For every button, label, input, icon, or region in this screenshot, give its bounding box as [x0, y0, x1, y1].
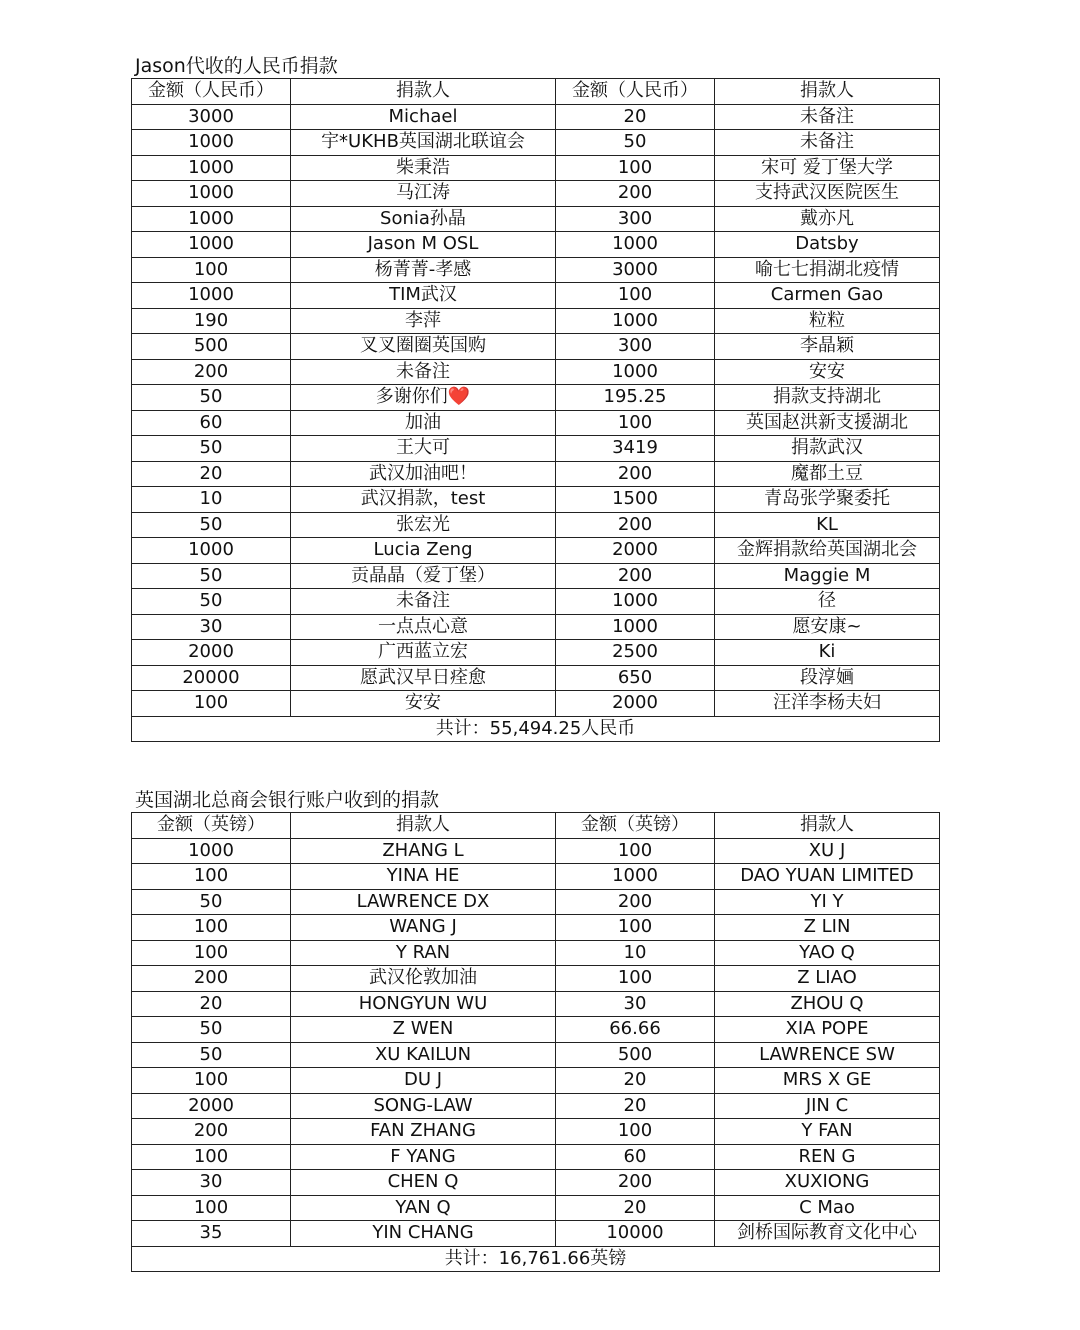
amount-cell: 30	[132, 614, 291, 640]
rmb-table-body	[132, 104, 940, 716]
table-row	[132, 181, 940, 207]
donor-cell: 青岛张学聚委托	[715, 487, 940, 513]
amount-cell: 200	[556, 181, 715, 207]
donor-cell: 贡晶晶（爱丁堡）	[291, 563, 556, 589]
table-header-row	[132, 79, 940, 105]
rmb-total: 共计：55,494.25人民币	[132, 716, 940, 742]
amount-cell: 100	[132, 864, 291, 890]
donor-cell: YINA HE	[291, 864, 556, 890]
table-row	[132, 1017, 940, 1043]
donor-cell: 捐款武汉	[715, 436, 940, 462]
donor-cell: 一点点心意	[291, 614, 556, 640]
table-row	[132, 915, 940, 941]
donor-cell: Y RAN	[291, 940, 556, 966]
amount-cell: 1000	[132, 206, 291, 232]
donor-cell: MRS X GE	[715, 1068, 940, 1094]
amount-cell: 300	[556, 334, 715, 360]
amount-cell: 1000	[556, 308, 715, 334]
amount-cell: 200	[556, 1170, 715, 1196]
table-row	[132, 614, 940, 640]
table-total-row	[132, 1246, 940, 1272]
donor-cell: 宇*UKHB英国湖北联谊会	[291, 130, 556, 156]
amount-cell: 100	[556, 915, 715, 941]
amount-cell: 1000	[132, 130, 291, 156]
amount-cell: 60	[556, 1144, 715, 1170]
table-row	[132, 1068, 940, 1094]
gbp-donations-table	[131, 812, 940, 1272]
amount-cell: 100	[132, 1195, 291, 1221]
amount-cell: 3000	[556, 257, 715, 283]
amount-cell: 200	[132, 359, 291, 385]
amount-cell: 1000	[132, 232, 291, 258]
amount-cell: 20	[556, 104, 715, 130]
donor-cell: 安安	[715, 359, 940, 385]
amount-cell: 10	[132, 487, 291, 513]
amount-cell: 2000	[132, 640, 291, 666]
donor-cell: Maggie M	[715, 563, 940, 589]
donor-cell: 马江涛	[291, 181, 556, 207]
donor-cell: 叉叉圈圈英国购	[291, 334, 556, 360]
amount-cell: 30	[132, 1170, 291, 1196]
donor-cell: HONGYUN WU	[291, 991, 556, 1017]
donor-cell: SONG-LAW	[291, 1093, 556, 1119]
donor-cell: 金辉捐款给英国湖北会	[715, 538, 940, 564]
amount-cell: 200	[556, 563, 715, 589]
donor-cell: Jason M OSL	[291, 232, 556, 258]
amount-cell: 50	[132, 589, 291, 615]
table-row	[132, 991, 940, 1017]
amount-cell: 100	[556, 410, 715, 436]
table-row	[132, 889, 940, 915]
amount-cell: 1000	[556, 614, 715, 640]
amount-cell: 190	[132, 308, 291, 334]
table-row	[132, 130, 940, 156]
amount-cell: 2000	[556, 538, 715, 564]
amount-cell: 100	[132, 1144, 291, 1170]
amount-cell: 100	[556, 838, 715, 864]
amount-cell: 20	[556, 1068, 715, 1094]
donor-cell: 支持武汉医院医生	[715, 181, 940, 207]
table-row	[132, 691, 940, 717]
donor-cell: 未备注	[291, 359, 556, 385]
amount-cell: 50	[132, 512, 291, 538]
donor-cell: XIA POPE	[715, 1017, 940, 1043]
donor-cell: 剑桥国际教育文化中心	[715, 1221, 940, 1247]
donor-cell: 加油	[291, 410, 556, 436]
table-row	[132, 206, 940, 232]
table-row	[132, 283, 940, 309]
table-row	[132, 410, 940, 436]
donor-cell: Carmen Gao	[715, 283, 940, 309]
amount-cell: 300	[556, 206, 715, 232]
table-row	[132, 436, 940, 462]
donor-cell: 英国赵洪新支援湖北	[715, 410, 940, 436]
column-header-amount: 金额（人民币）	[556, 79, 715, 105]
amount-cell: 200	[132, 1119, 291, 1145]
amount-cell: 100	[132, 257, 291, 283]
amount-cell: 200	[132, 966, 291, 992]
table-row	[132, 589, 940, 615]
donor-cell: 安安	[291, 691, 556, 717]
rmb-donations-table	[131, 78, 940, 742]
table-row	[132, 1144, 940, 1170]
amount-cell: 1000	[132, 181, 291, 207]
amount-cell: 3000	[132, 104, 291, 130]
column-header-amount: 金额（人民币）	[132, 79, 291, 105]
table-header-row	[132, 813, 940, 839]
amount-cell: 100	[132, 691, 291, 717]
table-row	[132, 308, 940, 334]
donor-cell: Z LIN	[715, 915, 940, 941]
donor-cell: REN G	[715, 1144, 940, 1170]
gbp-donations-section	[131, 786, 939, 1272]
table-row	[132, 1093, 940, 1119]
amount-cell: 1000	[132, 283, 291, 309]
table-row	[132, 1221, 940, 1247]
donor-cell: 多谢你们❤️	[291, 385, 556, 411]
donor-cell: XUXIONG	[715, 1170, 940, 1196]
donor-cell: 未备注	[715, 104, 940, 130]
table-row	[132, 1170, 940, 1196]
amount-cell: 60	[132, 410, 291, 436]
donor-cell: WANG J	[291, 915, 556, 941]
amount-cell: 50	[132, 889, 291, 915]
donor-cell: Sonia孙晶	[291, 206, 556, 232]
donor-cell: 柴秉浩	[291, 155, 556, 181]
amount-cell: 1000	[132, 155, 291, 181]
amount-cell: 500	[556, 1042, 715, 1068]
column-header-amount: 金额（英镑）	[556, 813, 715, 839]
table-row	[132, 232, 940, 258]
donor-cell: Lucia Zeng	[291, 538, 556, 564]
donor-cell: LAWRENCE SW	[715, 1042, 940, 1068]
amount-cell: 500	[132, 334, 291, 360]
amount-cell: 30	[556, 991, 715, 1017]
donor-cell: CHEN Q	[291, 1170, 556, 1196]
donor-cell: TIM武汉	[291, 283, 556, 309]
table-row	[132, 487, 940, 513]
donor-cell: 张宏光	[291, 512, 556, 538]
donor-cell: 武汉捐款，test	[291, 487, 556, 513]
table-row	[132, 838, 940, 864]
amount-cell: 1000	[132, 538, 291, 564]
amount-cell: 10	[556, 940, 715, 966]
donor-cell: XU J	[715, 838, 940, 864]
amount-cell: 20	[556, 1195, 715, 1221]
donor-cell: Michael	[291, 104, 556, 130]
table-row	[132, 1119, 940, 1145]
donor-cell: Z LIAO	[715, 966, 940, 992]
donor-cell: JIN C	[715, 1093, 940, 1119]
amount-cell: 200	[556, 889, 715, 915]
donor-cell: YAO Q	[715, 940, 940, 966]
amount-cell: 1500	[556, 487, 715, 513]
table-row	[132, 563, 940, 589]
donor-cell: 愿武汉早日痊愈	[291, 665, 556, 691]
table-row	[132, 538, 940, 564]
amount-cell: 20	[132, 991, 291, 1017]
amount-cell: 1000	[556, 589, 715, 615]
table-row	[132, 1195, 940, 1221]
donor-cell: ZHOU Q	[715, 991, 940, 1017]
donor-cell: YIN CHANG	[291, 1221, 556, 1247]
rmb-section-title: Jason代收的人民币捐款	[135, 55, 338, 77]
donor-cell: XU KAILUN	[291, 1042, 556, 1068]
amount-cell: 100	[556, 1119, 715, 1145]
amount-cell: 100	[556, 155, 715, 181]
amount-cell: 650	[556, 665, 715, 691]
table-row	[132, 864, 940, 890]
amount-cell: 200	[556, 512, 715, 538]
donor-cell: Ki	[715, 640, 940, 666]
table-row	[132, 257, 940, 283]
table-row	[132, 512, 940, 538]
donor-cell: 王大可	[291, 436, 556, 462]
amount-cell: 50	[132, 563, 291, 589]
donor-cell: YAN Q	[291, 1195, 556, 1221]
donor-cell: 径	[715, 589, 940, 615]
donor-cell: ZHANG L	[291, 838, 556, 864]
amount-cell: 50	[132, 1042, 291, 1068]
table-total-row	[132, 716, 940, 742]
donor-cell: 李萍	[291, 308, 556, 334]
donor-cell: Y FAN	[715, 1119, 940, 1145]
donor-cell: DAO YUAN LIMITED	[715, 864, 940, 890]
gbp-section-title: 英国湖北总商会银行账户收到的捐款	[135, 789, 440, 811]
amount-cell: 1000	[556, 359, 715, 385]
donor-cell: F YANG	[291, 1144, 556, 1170]
donor-cell: 李晶颖	[715, 334, 940, 360]
donor-cell: 武汉加油吧！	[291, 461, 556, 487]
amount-cell: 10000	[556, 1221, 715, 1247]
table-row	[132, 940, 940, 966]
amount-cell: 100	[556, 966, 715, 992]
amount-cell: 20	[132, 461, 291, 487]
donor-cell: 未备注	[291, 589, 556, 615]
donor-cell: 喻七七捐湖北疫情	[715, 257, 940, 283]
donor-cell: C Mao	[715, 1195, 940, 1221]
table-row	[132, 966, 940, 992]
table-row	[132, 665, 940, 691]
donor-cell: 杨菁菁-孝感	[291, 257, 556, 283]
amount-cell: 200	[556, 461, 715, 487]
column-header-donor: 捐款人	[715, 813, 940, 839]
table-row	[132, 359, 940, 385]
column-header-donor: 捐款人	[291, 813, 556, 839]
amount-cell: 3419	[556, 436, 715, 462]
donor-cell: KL	[715, 512, 940, 538]
amount-cell: 100	[132, 915, 291, 941]
amount-cell: 100	[132, 940, 291, 966]
amount-cell: 195.25	[556, 385, 715, 411]
table-row	[132, 155, 940, 181]
donor-cell: 捐款支持湖北	[715, 385, 940, 411]
donor-cell: Z WEN	[291, 1017, 556, 1043]
donor-cell: 广西蓝立宏	[291, 640, 556, 666]
amount-cell: 20000	[132, 665, 291, 691]
amount-cell: 2000	[132, 1093, 291, 1119]
donor-cell: 段淳婳	[715, 665, 940, 691]
donor-cell: LAWRENCE DX	[291, 889, 556, 915]
amount-cell: 1000	[556, 232, 715, 258]
amount-cell: 50	[132, 1017, 291, 1043]
donor-cell: YI Y	[715, 889, 940, 915]
amount-cell: 2000	[556, 691, 715, 717]
table-row	[132, 640, 940, 666]
table-row	[132, 1042, 940, 1068]
gbp-table-body	[132, 838, 940, 1246]
column-header-amount: 金额（英镑）	[132, 813, 291, 839]
donor-cell: 愿安康~	[715, 614, 940, 640]
amount-cell: 50	[556, 130, 715, 156]
table-row	[132, 104, 940, 130]
amount-cell: 100	[132, 1068, 291, 1094]
amount-cell: 50	[132, 385, 291, 411]
donor-cell: FAN ZHANG	[291, 1119, 556, 1145]
table-row	[132, 461, 940, 487]
donor-cell: 武汉伦敦加油	[291, 966, 556, 992]
donor-cell: DU J	[291, 1068, 556, 1094]
table-row	[132, 385, 940, 411]
amount-cell: 35	[132, 1221, 291, 1247]
gbp-total: 共计：16,761.66英镑	[132, 1246, 940, 1272]
amount-cell: 66.66	[556, 1017, 715, 1043]
donor-cell: 汪洋李杨夫妇	[715, 691, 940, 717]
column-header-donor: 捐款人	[715, 79, 940, 105]
amount-cell: 100	[556, 283, 715, 309]
donor-cell: 戴亦凡	[715, 206, 940, 232]
table-row	[132, 334, 940, 360]
amount-cell: 20	[556, 1093, 715, 1119]
amount-cell: 50	[132, 436, 291, 462]
rmb-donations-section	[131, 52, 939, 742]
donor-cell: Datsby	[715, 232, 940, 258]
column-header-donor: 捐款人	[291, 79, 556, 105]
amount-cell: 1000	[556, 864, 715, 890]
donor-cell: 未备注	[715, 130, 940, 156]
donor-cell: 宋可 爱丁堡大学	[715, 155, 940, 181]
amount-cell: 1000	[132, 838, 291, 864]
donor-cell: 粒粒	[715, 308, 940, 334]
amount-cell: 2500	[556, 640, 715, 666]
donor-cell: 魔都土豆	[715, 461, 940, 487]
